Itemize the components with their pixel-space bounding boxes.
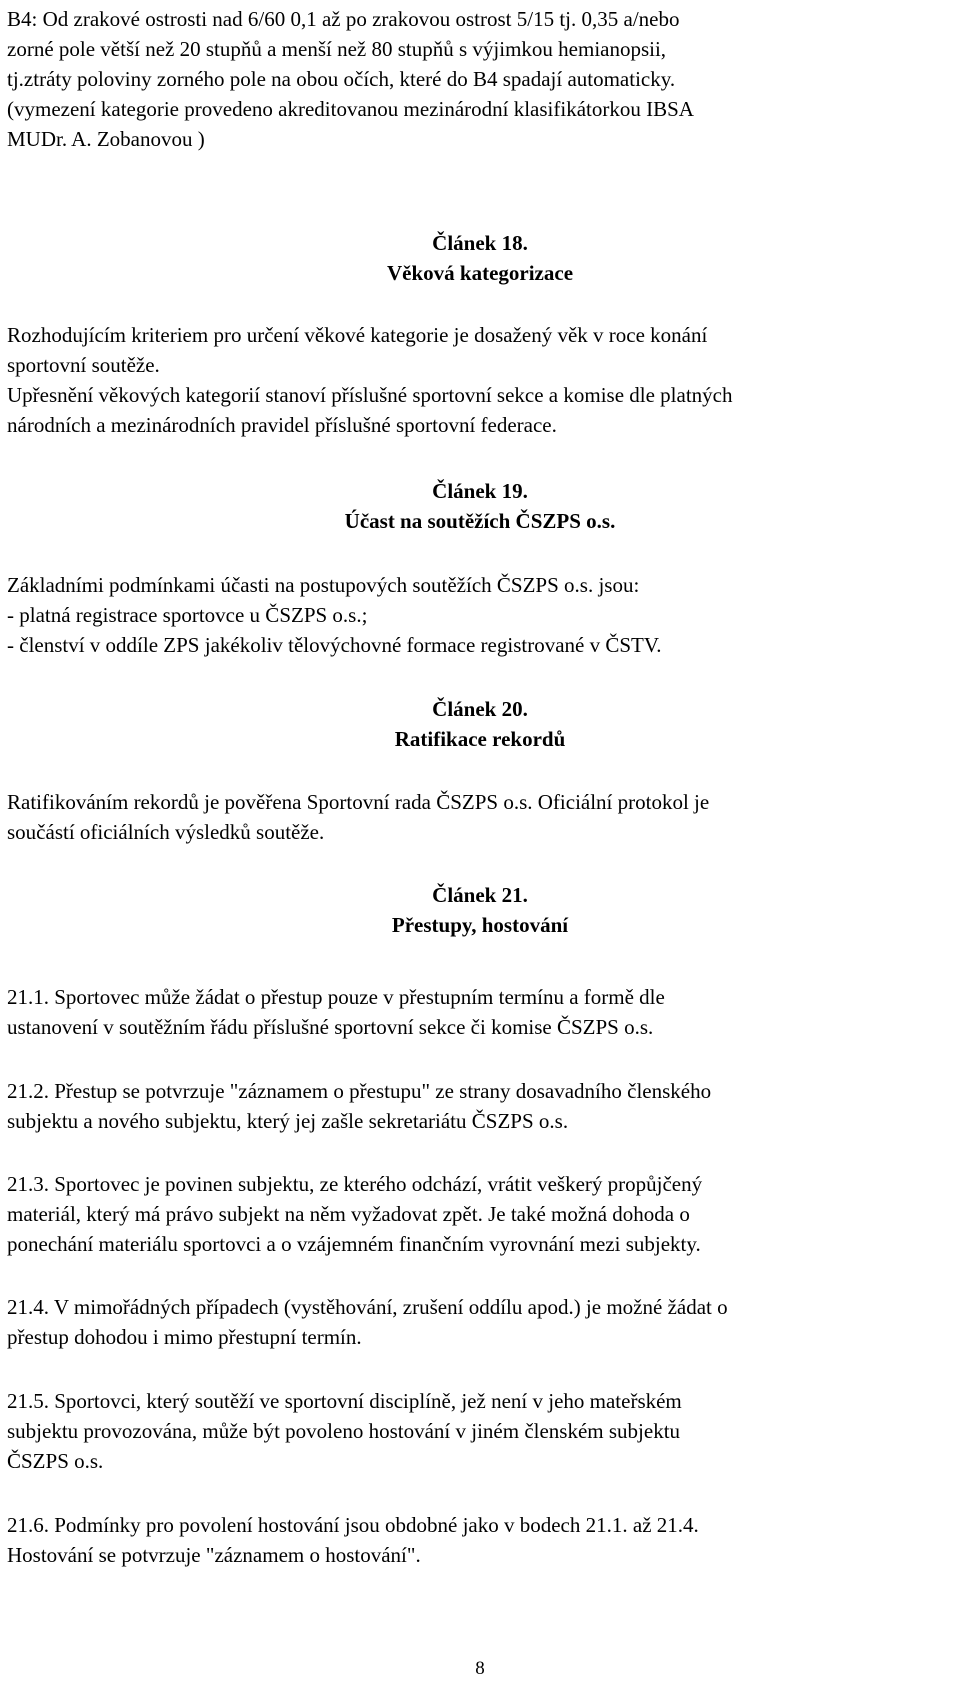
text-line: zorné pole větší než 20 stupňů a menší než 80 stupňů s výjimkou hemianopsii, [7,37,667,61]
article-21-section-2 [7,1076,711,1136]
text-line: (vymezení kategorie provedeno akreditovanou mezinárodní klasifikátorkou IBSA [7,97,694,121]
text-line: ponechání materiálu sportovci a o vzájemném finančním vyrovnání mezi subjekty. [7,1232,701,1256]
text-line: součástí oficiálních výsledků soutěže. [7,820,325,844]
text-line: tj.ztráty poloviny zorného pole na obou očích, které do B4 spadají automaticky. [7,67,676,91]
text-line: Rozhodujícím kriteriem pro určení věkové kategorie je dosažený věk v roce konání [7,323,708,347]
article-number: Článek 21. [432,883,528,907]
article-21-section-3 [7,1169,702,1259]
article-20-body [7,787,709,847]
text-line: MUDr. A. Zobanovou ) [7,127,205,151]
text-line: ČSZPS o.s. [7,1449,104,1473]
article-19-body [7,570,662,660]
text-line: - členství v oddíle ZPS jakékoliv tělovýchovné formace registrované v ČSTV. [7,633,662,657]
intro-paragraph [7,4,694,154]
article-19-heading [0,476,960,536]
article-number: Článek 18. [432,231,528,255]
text-line: subjektu provozována, může být povoleno hostování v jiném členském subjektu [7,1419,681,1443]
text-line: Upřesnění věkových kategorií stanoví příslušné sportovní sekce a komise dle platných [7,383,733,407]
article-21-section-4 [7,1292,728,1352]
text-line: 21.5. Sportovci, který soutěží ve sportovní disciplíně, jež není v jeho mateřském [7,1389,682,1413]
text-line: B4: Od zrakové ostrosti nad 6/60 0,1 až po zrakovou ostrost 5/15 tj. 0,35 a/nebo [7,7,680,31]
article-21-heading [0,880,960,940]
page-number: 8 [475,1658,485,1679]
text-line: 21.4. V mimořádných případech (vystěhování, zrušení oddílu apod.) je možné žádat o [7,1295,728,1319]
article-number: Článek 19. [432,479,528,503]
article-number: Článek 20. [432,697,528,721]
article-18-heading [0,228,960,288]
article-title: Ratifikace rekordů [394,727,566,751]
text-line: Hostování se potvrzuje "záznamem o hostování". [7,1543,421,1567]
text-line: národních a mezinárodních pravidel příslušné sportovní federace. [7,413,557,437]
text-line: materiál, který má právo subjekt na něm vyžadovat zpět. Je také možná dohoda o [7,1202,690,1226]
text-line: ustanovení v soutěžním řádu příslušné sportovní sekce či komise ČSZPS o.s. [7,1015,654,1039]
text-line: Základními podmínkami účasti na postupových soutěžích ČSZPS o.s. jsou: [7,573,640,597]
article-title: Účast na soutěžích ČSZPS o.s. [344,509,616,533]
article-title: Přestupy, hostování [391,913,569,937]
text-line: přestup dohodou i mimo přestupní termín. [7,1325,362,1349]
article-21-section-6 [7,1510,699,1570]
text-line: - platná registrace sportovce u ČSZPS o.s.; [7,603,368,627]
article-18-body [7,320,733,440]
article-21-section-1 [7,982,665,1042]
text-line: 21.3. Sportovec je povinen subjektu, ze kterého odchází, vrátit veškerý propůjčený [7,1172,703,1196]
text-line: Ratifikováním rekordů je pověřena Sportovní rada ČSZPS o.s. Oficiální protokol je [7,790,710,814]
text-line: subjektu a nového subjektu, který jej zašle sekretariátu ČSZPS o.s. [7,1109,569,1133]
text-line: sportovní soutěže. [7,353,160,377]
article-21-section-5 [7,1386,682,1476]
text-line: 21.2. Přestup se potvrzuje "záznamem o přestupu" ze strany dosavadního členského [7,1079,712,1103]
article-20-heading [0,694,960,754]
text-line: 21.6. Podmínky pro povolení hostování jsou obdobné jako v bodech 21.1. až 21.4. [7,1513,699,1537]
text-line: 21.1. Sportovec může žádat o přestup pouze v přestupním termínu a formě dle [7,985,665,1009]
article-title: Věková kategorizace [386,261,574,285]
